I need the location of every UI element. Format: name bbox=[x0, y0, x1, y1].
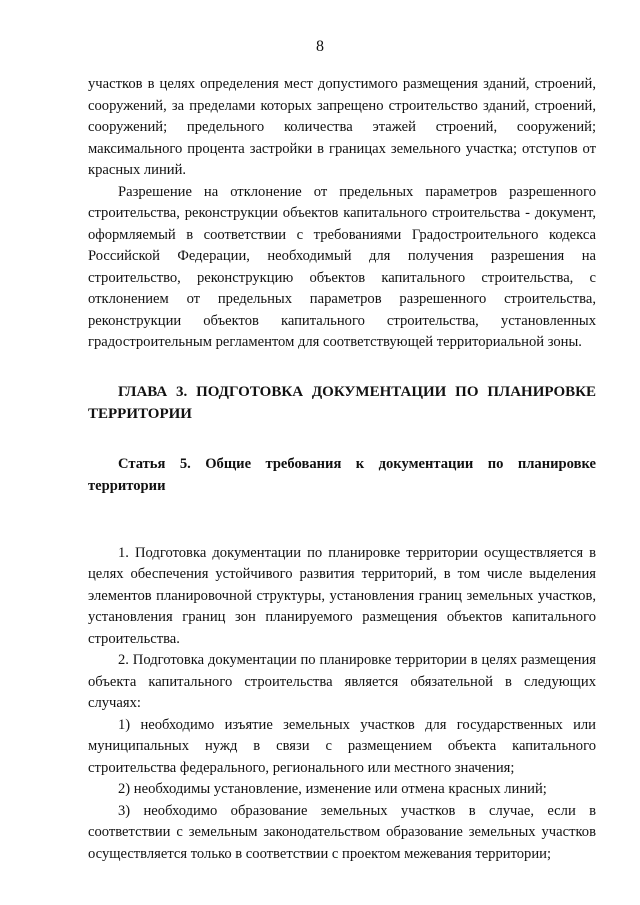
list-item: 1) необходимо изъятие земельных участков для государственных или муниципальных нужд в связи с размещением объекта капитального строительства федерального, регионального или местного значения; bbox=[88, 716, 596, 776]
list-item: 1. Подготовка документации по планировке территории осуществляется в целях обеспечения устойчивого развития территорий, в том числе выделения элементов планировочной структуры, установления границ земельных участков, установления границ зон планируемого размещения объектов капитального строительства. bbox=[88, 544, 596, 647]
page-number: 8 bbox=[316, 38, 324, 55]
paragraph-continuation: участков в целях определения мест допустимого размещения зданий, строений, сооружений, за пределами которых запрещено строительство зданий, строений, сооружений; предельного количества этажей строений, сооружений; максимального процента застройки в границах земельного участка; отступов от красных линий. bbox=[88, 76, 596, 178]
list-item: 3) необходимо образование земельных участков в случае, если в соответствии с земельным законодательством образование земельных участков осуществляется только в соответствии с проектом межевания территории; bbox=[88, 802, 596, 862]
document-body bbox=[88, 74, 596, 865]
chapter-heading: ГЛАВА 3. ПОДГОТОВКА ДОКУМЕНТАЦИИ ПО ПЛАНИРОВКЕ ТЕРРИТОРИИ bbox=[88, 383, 596, 422]
article-heading: Статья 5. Общие требования к документации по планировке территории bbox=[88, 455, 596, 494]
list-item: 2) необходимы установление, изменение или отмена красных линий; bbox=[118, 781, 547, 797]
paragraph-deviation-permit: Разрешение на отклонение от предельных параметров разрешенного строительства, реконструкции объектов капитального строительства - документ, оформляемый в соответствии с требованиями Градостроительного кодекса Российской Федерации, необходимый для получения разрешения на строительство, реконструкцию объектов капитального строительства, с отклонением от предельных параметров разрешенного строительства, реконструкции объектов капитального строительства, установленных градостроительным регламентом для соответствующей территориальной зоны. bbox=[88, 183, 596, 350]
list-item: 2. Подготовка документации по планировке территории в целях размещения объекта капитального строительства является обязательной в следующих случаях: bbox=[88, 652, 596, 711]
